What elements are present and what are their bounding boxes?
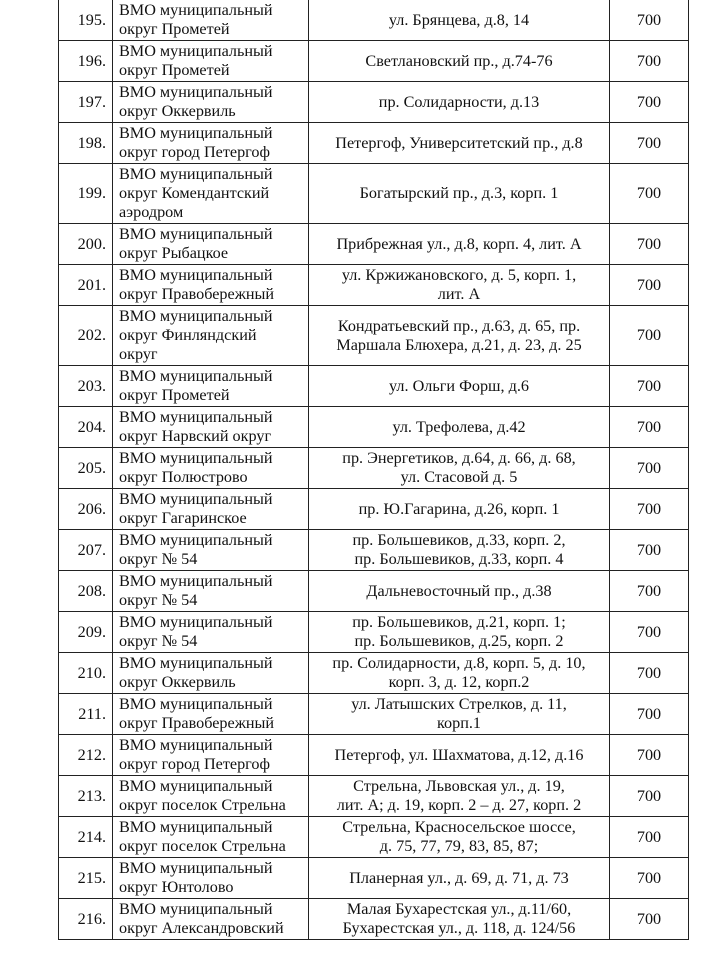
organization-line: ВМО муниципальный: [119, 225, 273, 243]
table-row: [59, 407, 689, 448]
address-line: Малая Бухарестская ул., д.11/60,: [346, 900, 572, 918]
quantity-cell: 700: [610, 224, 689, 265]
row-number: 201.: [59, 265, 113, 306]
organization-cell: [113, 858, 309, 899]
quantity-cell: 700: [610, 530, 689, 571]
address-line: Бухарестская ул., д. 118, д. 124/56: [342, 919, 576, 937]
organization-line: округ Полюстрово: [119, 468, 248, 486]
organization-line: ВМО муниципальный: [119, 408, 273, 426]
table-row: [59, 164, 689, 224]
organization-line: ВМО муниципальный: [119, 572, 273, 590]
organization-cell: [113, 571, 309, 612]
address-line: пр. Большевиков, д.21, корп. 1;: [352, 613, 566, 631]
address-cell: [309, 366, 610, 407]
distribution-table: [58, 0, 689, 940]
address-line: Маршала Блюхера, д.21, д. 23, д. 25: [336, 335, 582, 354]
organization-cell: [113, 530, 309, 571]
address-cell: [309, 653, 610, 694]
address-line: д. 75, 77, 79, 83, 85, 87;: [379, 837, 539, 855]
quantity-cell: 700: [610, 694, 689, 735]
address-cell: [309, 448, 610, 489]
organization-cell: [113, 448, 309, 489]
quantity-cell: 700: [610, 82, 689, 123]
organization-cell: [113, 41, 309, 82]
address-line: лит. А; д. 19, корп. 2 – д. 27, корп. 2: [336, 796, 582, 814]
table-row: [59, 41, 689, 82]
table-row: [59, 612, 689, 653]
organization-cell: [113, 612, 309, 653]
organization-cell: [113, 735, 309, 776]
quantity-cell: 700: [610, 571, 689, 612]
organization-cell: [113, 164, 309, 224]
organization-line: ВМО муниципальный: [119, 531, 273, 549]
address-cell: [309, 776, 610, 817]
organization-line: округ Оккервиль: [119, 673, 236, 691]
quantity-cell: 700: [610, 489, 689, 530]
organization-line: ВМО муниципальный: [119, 736, 273, 754]
address-line: ул. Ольги Форш, д.6: [389, 376, 529, 395]
quantity-cell: 700: [610, 612, 689, 653]
address-line: Планерная ул., д. 69, д. 71, д. 73: [349, 868, 569, 887]
organization-line: ВМО муниципальный: [119, 777, 273, 795]
organization-line: ВМО муниципальный: [119, 900, 273, 918]
organization-line: округ № 54: [119, 632, 198, 650]
organization-line: округ Прометей: [119, 386, 230, 404]
organization-cell: [113, 366, 309, 407]
address-line: пр. Большевиков, д.33, корп. 4: [354, 550, 564, 568]
address-line: корп.1: [436, 714, 482, 732]
address-cell: [309, 571, 610, 612]
address-line: пр. Ю.Гагарина, д.26, корп. 1: [358, 499, 560, 518]
address-line: Кондратьевский пр., д.63, д. 65, пр.: [337, 316, 581, 335]
address-line: Петергоф, ул. Шахматова, д.12, д.16: [334, 745, 584, 764]
organization-cell: [113, 694, 309, 735]
row-number: 205.: [59, 448, 113, 489]
row-number: 206.: [59, 489, 113, 530]
organization-line: округ Прометей: [119, 20, 230, 38]
organization-line: ВМО муниципальный: [119, 490, 273, 508]
address-line: пр. Солидарности, д.8, корп. 5, д. 10,: [332, 654, 586, 672]
table-row: [59, 776, 689, 817]
organization-cell: [113, 817, 309, 858]
table-row: [59, 224, 689, 265]
address-line: ул. Кржижановского, д. 5, корп. 1,: [341, 266, 577, 284]
address-line: Дальневосточный пр., д.38: [366, 581, 552, 600]
organization-cell: [113, 224, 309, 265]
address-line: Петергоф, Университетский пр., д.8: [335, 133, 583, 152]
address-line: лит. А: [437, 285, 481, 303]
address-cell: [309, 735, 610, 776]
row-number: 213.: [59, 776, 113, 817]
quantity-cell: 700: [610, 858, 689, 899]
table-row: [59, 817, 689, 858]
organization-line: округ Комендантский: [119, 184, 270, 202]
address-line: Стрельна, Красносельское шоссе,: [342, 818, 576, 836]
organization-line: ВМО муниципальный: [119, 307, 273, 325]
address-line: ул. Брянцева, д.8, 14: [388, 10, 530, 29]
row-number: 198.: [59, 123, 113, 164]
row-number: 203.: [59, 366, 113, 407]
quantity-cell: 700: [610, 265, 689, 306]
organization-line: ВМО муниципальный: [119, 83, 273, 101]
row-number: 210.: [59, 653, 113, 694]
address-line: корп. 3, д. 12, корп.2: [388, 673, 530, 691]
address-line: Стрельна, Львовская ул., д. 19,: [353, 777, 565, 795]
organization-line: округ Нарвский округ: [119, 427, 272, 445]
address-line: Богатырский пр., д.3, корп. 1: [359, 184, 559, 202]
address-line: Светлановский пр., д.74-76: [365, 51, 553, 70]
organization-line: ВМО муниципальный: [119, 124, 273, 142]
organization-line: округ Юнтолово: [119, 878, 234, 896]
address-cell: [309, 164, 610, 224]
quantity-cell: 700: [610, 41, 689, 82]
organization-cell: [113, 265, 309, 306]
address-cell: [309, 82, 610, 123]
organization-line: округ № 54: [119, 591, 198, 609]
address-cell: [309, 858, 610, 899]
organization-line: округ № 54: [119, 550, 198, 568]
organization-line: округ город Петергоф: [119, 143, 270, 161]
organization-cell: [113, 0, 309, 41]
row-number: 216.: [59, 899, 113, 940]
row-number: 209.: [59, 612, 113, 653]
address-cell: [309, 306, 610, 366]
address-cell: [309, 612, 610, 653]
address-cell: [309, 817, 610, 858]
address-cell: [309, 530, 610, 571]
quantity-cell: 700: [610, 366, 689, 407]
quantity-cell: 700: [610, 123, 689, 164]
table-row: [59, 489, 689, 530]
address-line: пр. Большевиков, д.33, корп. 2,: [352, 531, 566, 549]
organization-line: ВМО муниципальный: [119, 165, 273, 183]
quantity-cell: 700: [610, 306, 689, 366]
organization-line: аэродром: [119, 203, 184, 221]
organization-line: округ Рыбацкое: [119, 244, 229, 262]
quantity-cell: 700: [610, 817, 689, 858]
organization-line: округ поселок Стрельна: [119, 796, 286, 814]
organization-line: ВМО муниципальный: [119, 367, 273, 385]
table-row: [59, 735, 689, 776]
organization-line: ВМО муниципальный: [119, 859, 273, 877]
address-cell: [309, 123, 610, 164]
organization-line: округ город Петергоф: [119, 755, 270, 773]
table-row: [59, 899, 689, 940]
address-cell: [309, 265, 610, 306]
quantity-cell: 700: [610, 407, 689, 448]
organization-line: ВМО муниципальный: [119, 818, 273, 836]
address-cell: [309, 899, 610, 940]
organization-line: округ Прометей: [119, 61, 230, 79]
organization-cell: [113, 82, 309, 123]
table-row: [59, 530, 689, 571]
organization-line: ВМО муниципальный: [119, 266, 273, 284]
table-row: [59, 694, 689, 735]
table-row: [59, 0, 689, 41]
organization-line: ВМО муниципальный: [119, 613, 273, 631]
quantity-cell: 700: [610, 0, 689, 41]
row-number: 208.: [59, 571, 113, 612]
address-line: пр. Большевиков, д.25, корп. 2: [354, 632, 564, 650]
organization-line: ВМО муниципальный: [119, 1, 273, 19]
table-row: [59, 123, 689, 164]
organization-line: округ Правобережный: [119, 285, 275, 303]
organization-line: ВМО муниципальный: [119, 654, 273, 672]
quantity-cell: 700: [610, 448, 689, 489]
row-number: 214.: [59, 817, 113, 858]
address-line: пр. Энергетиков, д.64, д. 66, д. 68,: [342, 449, 576, 467]
organization-cell: [113, 776, 309, 817]
row-number: 215.: [59, 858, 113, 899]
address-cell: [309, 694, 610, 735]
organization-line: округ Правобережный: [119, 714, 275, 732]
address-cell: [309, 41, 610, 82]
quantity-cell: 700: [610, 899, 689, 940]
organization-line: ВМО муниципальный: [119, 449, 273, 467]
row-number: 211.: [59, 694, 113, 735]
organization-line: округ Александровский: [119, 919, 284, 937]
organization-cell: [113, 306, 309, 366]
address-line: ул. Трефолева, д.42: [392, 417, 526, 436]
organization-cell: [113, 123, 309, 164]
organization-line: округ Гагаринское: [119, 509, 247, 527]
address-line: ул. Стасовой д. 5: [400, 468, 518, 486]
address-line: ул. Латышских Стрелков, д. 11,: [351, 695, 567, 713]
address-line: пр. Солидарности, д.13: [378, 92, 540, 111]
organization-line: округ поселок Стрельна: [119, 837, 286, 855]
organization-line: округ Оккервиль: [119, 102, 236, 120]
table-body: [59, 0, 689, 940]
organization-cell: [113, 653, 309, 694]
organization-cell: [113, 407, 309, 448]
row-number: 199.: [59, 164, 113, 224]
row-number: 207.: [59, 530, 113, 571]
row-number: 212.: [59, 735, 113, 776]
quantity-cell: 700: [610, 653, 689, 694]
quantity-cell: 700: [610, 735, 689, 776]
table-row: [59, 366, 689, 407]
organization-line: ВМО муниципальный: [119, 42, 273, 60]
row-number: 200.: [59, 224, 113, 265]
row-number: 202.: [59, 306, 113, 366]
quantity-cell: 700: [610, 164, 689, 224]
table-row: [59, 265, 689, 306]
address-cell: [309, 489, 610, 530]
address-cell: [309, 407, 610, 448]
table-row: [59, 306, 689, 366]
address-line: Прибрежная ул., д.8, корп. 4, лит. А: [336, 234, 582, 253]
table-row: [59, 858, 689, 899]
table-row: [59, 653, 689, 694]
organization-cell: [113, 899, 309, 940]
row-number: 197.: [59, 82, 113, 123]
quantity-cell: 700: [610, 776, 689, 817]
organization-line: округ Финляндский: [119, 326, 257, 344]
table-row: [59, 82, 689, 123]
row-number: 195.: [59, 0, 113, 41]
organization-line: округ: [119, 345, 158, 363]
table-row: [59, 571, 689, 612]
row-number: 196.: [59, 41, 113, 82]
address-cell: [309, 224, 610, 265]
organization-line: ВМО муниципальный: [119, 695, 273, 713]
row-number: 204.: [59, 407, 113, 448]
table-row: [59, 448, 689, 489]
address-cell: [309, 0, 610, 41]
organization-cell: [113, 489, 309, 530]
